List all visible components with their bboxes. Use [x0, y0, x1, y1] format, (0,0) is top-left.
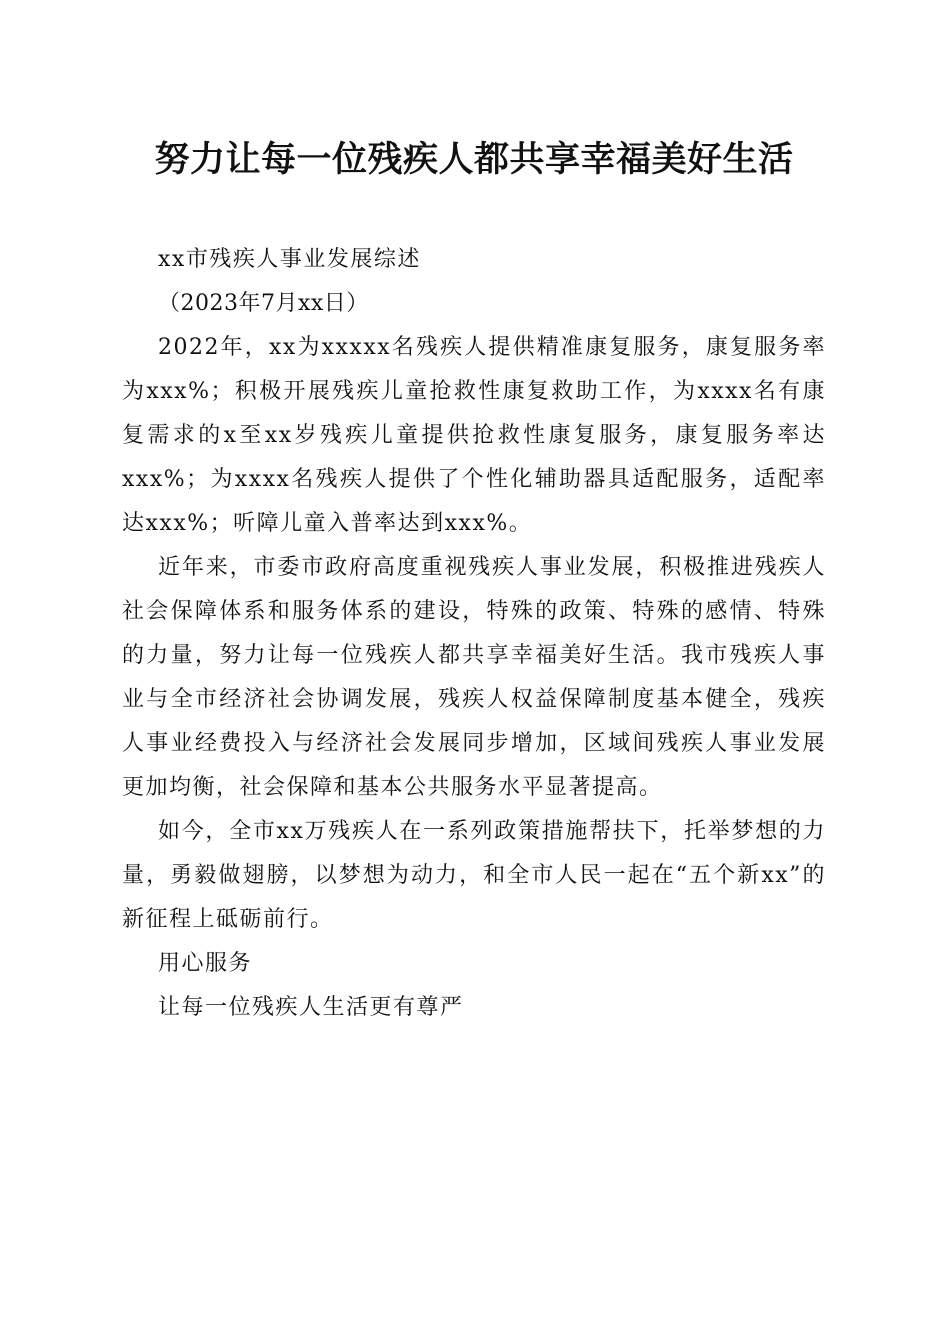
paragraph-rehab-services: 2022年，xx为xxxxx名残疾人提供精准康复服务，康复服务率为xxx%；积极开展残疾儿童抢救性康复救助工作，为xxxx名有康复需求的x至xx岁残疾儿童提供抢救性康复服务，康复服务率达xxx%；为xxxx名残疾人提供了个性化辅助器具适配服务，适配率达xxx%；听障儿童入普率达到xxx%。 [122, 335, 826, 536]
section-heading: 用心服务 [158, 951, 253, 976]
document-subtitle: xx市残疾人事业发展综述 [158, 247, 421, 272]
document-date: （2023年7月xx日） [158, 291, 369, 316]
paragraph-dreams: 如今，全市xx万残疾人在一系列政策措施帮扶下，托举梦想的力量，勇毅做翅膀，以梦想为动力，和全市人民一起在“五个新xx”的新征程上砥砺前行。 [122, 819, 826, 932]
section-subheading: 让每一位残疾人生活更有尊严 [158, 995, 464, 1020]
paragraph-policy-overview: 近年来，市委市政府高度重视残疾人事业发展，积极推进残疾人社会保障体系和服务体系的建设，特殊的政策、特殊的感情、特殊的力量，努力让每一位残疾人都共享幸福美好生活。我市残疾人事业与全市经济社会协调发展，残疾人权益保障制度基本健全，残疾人事业经费投入与经济社会发展同步增加，区域间残疾人事业发展更加均衡，社会保障和基本公共服务水平显著提高。 [122, 555, 826, 800]
document-title: 努力让每一位残疾人都共享幸福美好生活 [154, 139, 794, 180]
